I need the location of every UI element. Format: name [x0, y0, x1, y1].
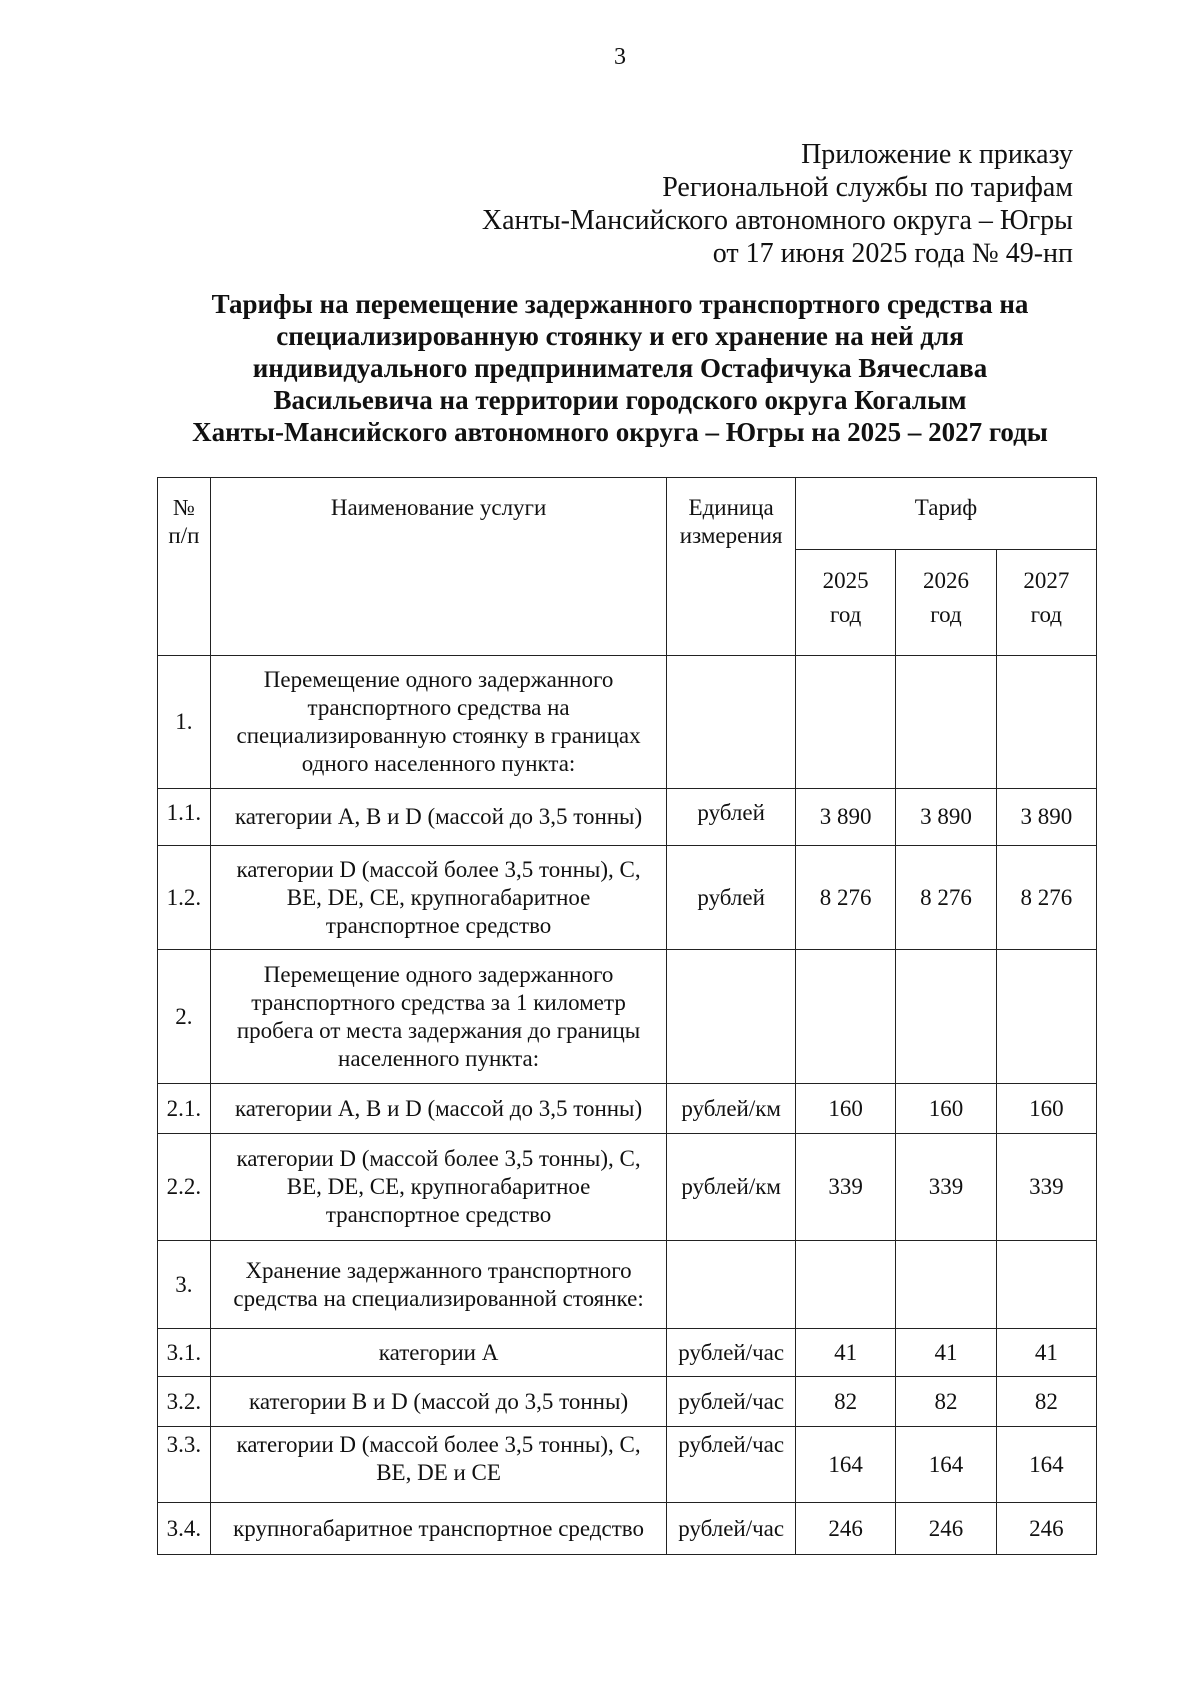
row-num: 3.1. — [158, 1329, 211, 1377]
header-year-2027: 2027 год — [996, 550, 1096, 656]
row-value-2025: 339 — [796, 1134, 896, 1241]
row-value-2027: 339 — [996, 1134, 1096, 1241]
document-title — [140, 288, 1100, 448]
row-value-2027: 160 — [996, 1084, 1096, 1134]
row-num: 2. — [158, 950, 211, 1084]
table-row — [158, 1329, 1097, 1377]
row-unit: рублей — [667, 846, 796, 950]
row-value-2027: 3 890 — [996, 789, 1096, 846]
table-row — [158, 1427, 1097, 1503]
row-value-2025: 3 890 — [796, 789, 896, 846]
row-value-2026: 82 — [896, 1377, 996, 1427]
row-value-2025 — [796, 950, 896, 1084]
header-service-name: Наименование услуги — [210, 478, 666, 656]
row-num: 3.3. — [158, 1427, 211, 1503]
table-row — [158, 1377, 1097, 1427]
row-num: 1.1. — [158, 789, 211, 846]
header-unit: Единица измерения — [667, 478, 796, 656]
row-num: 3.2. — [158, 1377, 211, 1427]
row-value-2027: 8 276 — [996, 846, 1096, 950]
table-header-row — [158, 478, 1097, 550]
row-num: 2.2. — [158, 1134, 211, 1241]
table-row — [158, 1134, 1097, 1241]
row-unit: рублей — [667, 789, 796, 846]
table-row — [158, 1503, 1097, 1555]
row-unit: рублей/час — [667, 1503, 796, 1555]
row-unit — [667, 656, 796, 789]
row-service-name: категории А, В и D (массой до 3,5 тонны) — [210, 1084, 666, 1134]
row-value-2026 — [896, 656, 996, 789]
title-line: специализированную стоянку и его хранение на ней для — [276, 321, 964, 351]
table-row — [158, 1084, 1097, 1134]
appendix-line: Ханты-Мансийского автономного округа – Югры — [481, 205, 1073, 236]
row-value-2026: 160 — [896, 1084, 996, 1134]
row-service-name: категории А, В и D (массой до 3,5 тонны) — [210, 789, 666, 846]
row-unit: рублей/час — [667, 1427, 796, 1503]
row-value-2026: 164 — [896, 1427, 996, 1503]
row-num: 1.2. — [158, 846, 211, 950]
row-value-2027 — [996, 950, 1096, 1084]
row-num: 2.1. — [158, 1084, 211, 1134]
row-value-2025: 82 — [796, 1377, 896, 1427]
title-line: индивидуального предпринимателя Остафичука Вячеслава — [252, 353, 988, 383]
row-unit — [667, 950, 796, 1084]
table-row — [158, 846, 1097, 950]
table-row — [158, 656, 1097, 789]
row-value-2025: 8 276 — [796, 846, 896, 950]
appendix-line: Приложение к приказу — [801, 139, 1073, 170]
header-year-2025: 2025 год — [796, 550, 896, 656]
row-unit — [667, 1241, 796, 1329]
row-service-name: категории D (массой более 3,5 тонны), С, ВЕ, DE, CE, крупногабаритное транспортное средство — [210, 846, 666, 950]
row-value-2025 — [796, 1241, 896, 1329]
table-row — [158, 789, 1097, 846]
row-num: 3.4. — [158, 1503, 211, 1555]
row-value-2027: 41 — [996, 1329, 1096, 1377]
header-num: № п/п — [158, 478, 211, 656]
title-line: Тарифы на перемещение задержанного транспортного средства на — [211, 289, 1029, 319]
row-value-2026 — [896, 950, 996, 1084]
row-value-2025 — [796, 656, 896, 789]
row-value-2025: 164 — [796, 1427, 896, 1503]
row-unit: рублей/км — [667, 1134, 796, 1241]
header-tariff: Тариф — [796, 478, 1097, 550]
title-line: Ханты-Мансийского автономного округа – Югры на 2025 – 2027 годы — [192, 417, 1048, 447]
appendix-line: от 17 июня 2025 года № 49-нп — [712, 238, 1073, 269]
header-year-2026: 2026 год — [896, 550, 996, 656]
row-service-name: Перемещение одного задержанного транспортного средства на специализированную стоянку в границах одного населенного пункта: — [210, 656, 666, 789]
appendix-line: Региональной службы по тарифам — [662, 172, 1073, 203]
row-unit: рублей/час — [667, 1377, 796, 1427]
row-value-2026: 246 — [896, 1503, 996, 1555]
row-value-2026: 8 276 — [896, 846, 996, 950]
row-service-name: крупногабаритное транспортное средство — [210, 1503, 666, 1555]
row-unit: рублей/час — [667, 1329, 796, 1377]
row-value-2026: 339 — [896, 1134, 996, 1241]
row-value-2027 — [996, 1241, 1096, 1329]
row-value-2027: 82 — [996, 1377, 1096, 1427]
appendix-header — [482, 138, 1073, 270]
row-value-2027 — [996, 656, 1096, 789]
row-value-2026: 41 — [896, 1329, 996, 1377]
row-value-2027: 246 — [996, 1503, 1096, 1555]
row-service-name: Перемещение одного задержанного транспортного средства за 1 километр пробега от места задержания до границы населенного пункта: — [210, 950, 666, 1084]
page-number: 3 — [614, 44, 626, 70]
row-value-2027: 164 — [996, 1427, 1096, 1503]
row-value-2026: 3 890 — [896, 789, 996, 846]
row-num: 3. — [158, 1241, 211, 1329]
row-service-name: категории D (массой более 3,5 тонны), С, ВЕ, DE и CE — [210, 1427, 666, 1503]
row-num: 1. — [158, 656, 211, 789]
table-row — [158, 1241, 1097, 1329]
row-service-name: категории А — [210, 1329, 666, 1377]
row-service-name: Хранение задержанного транспортного средства на специализированной стоянке: — [210, 1241, 666, 1329]
row-service-name: категории В и D (массой до 3,5 тонны) — [210, 1377, 666, 1427]
row-value-2026 — [896, 1241, 996, 1329]
row-service-name: категории D (массой более 3,5 тонны), С, ВЕ, DE, CE, крупногабаритное транспортное средство — [210, 1134, 666, 1241]
tariffs-table — [157, 477, 1097, 1555]
row-unit: рублей/км — [667, 1084, 796, 1134]
row-value-2025: 41 — [796, 1329, 896, 1377]
row-value-2025: 246 — [796, 1503, 896, 1555]
row-value-2025: 160 — [796, 1084, 896, 1134]
title-line: Васильевича на территории городского округа Когалым — [273, 385, 967, 415]
table-row — [158, 950, 1097, 1084]
